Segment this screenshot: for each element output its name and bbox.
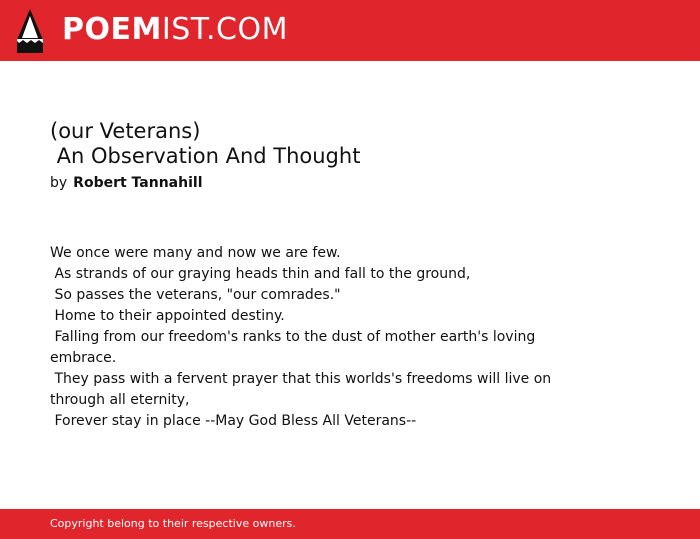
poem-line: They pass with a fervent prayer that this worlds's freedoms will live on through all eternity, (50, 371, 556, 408)
poem-heading (50, 119, 610, 193)
poem-line: Forever stay in place --May God Bless All Veterans-- (50, 413, 417, 429)
pencil-tip-icon (17, 9, 43, 53)
logo-light-text: IST.COM (161, 12, 288, 47)
logo-bold-text: POEM (62, 12, 162, 47)
poem-line: So passes the veterans, "our comrades." (50, 287, 341, 303)
by-label: by (50, 175, 68, 191)
poem-line: Falling from our freedom's ranks to the dust of mother earth's loving embrace. (50, 329, 540, 366)
author-name: Robert Tannahill (73, 175, 203, 191)
poem-line: We once were many and now we are few. (50, 245, 341, 261)
byline (50, 173, 610, 193)
poem-title-line-1: (our Veterans) (50, 119, 201, 143)
poem-title-line-2: An Observation And Thought (50, 144, 361, 168)
poem-line: Home to their appointed destiny. (50, 308, 285, 324)
site-header (0, 0, 700, 61)
site-footer (0, 509, 700, 539)
poem-body (50, 243, 570, 432)
poem-line: As strands of our graying heads thin and fall to the ground, (50, 266, 471, 282)
copyright-text: Copyright belong to their respective owners. (50, 517, 296, 530)
site-logo-text (62, 13, 288, 47)
